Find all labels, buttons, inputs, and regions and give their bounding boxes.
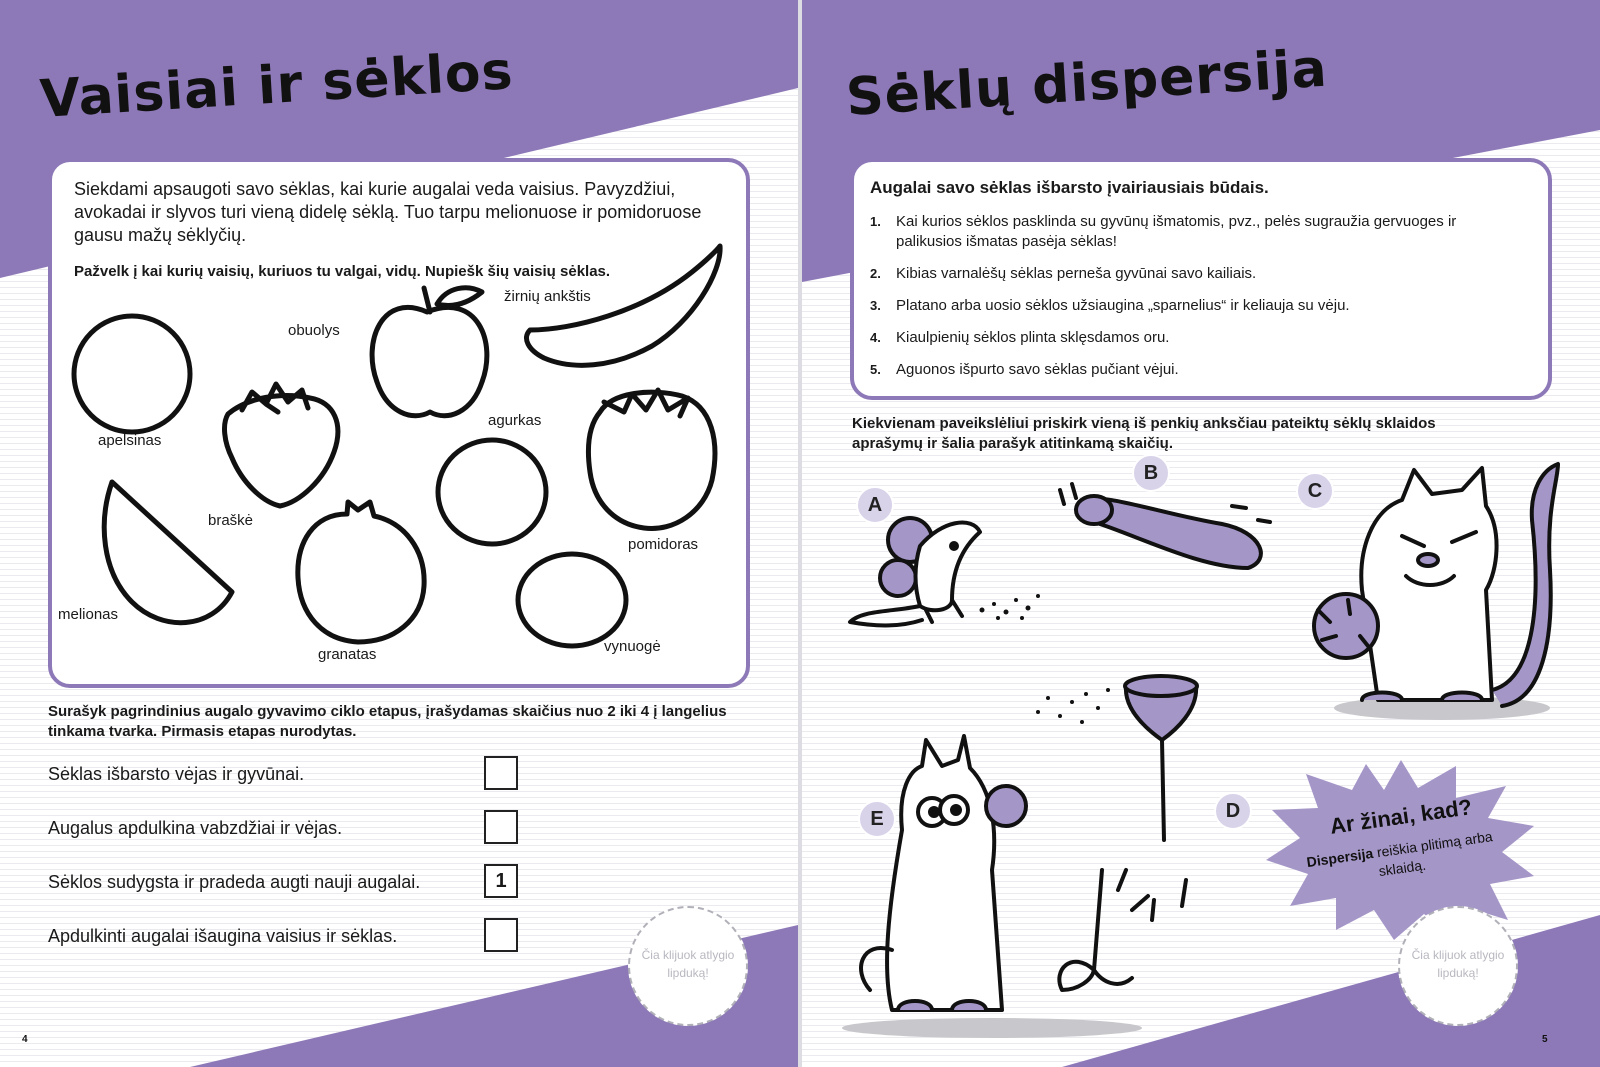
fact-title: Ar žinai, kad? [1328,794,1474,839]
poppy-illustration [1036,676,1197,840]
lifecycle-task: Surašyk pagrindinius augalo gyvavimo ciklo etapus, įrašydamas skaičius nuo 2 iki 4 į langelius tinkama tvarka. Pirmasis etapas nurodytas. [48,703,727,740]
label-vynuoge: vynuogė [604,638,661,655]
stage-answer-box[interactable] [484,756,518,790]
cat-burr-illustration [1314,464,1558,720]
picture-label-d: D [1214,792,1252,830]
stage-text: Augalus apdulkina vabzdžiai ir vėjas. [48,818,343,838]
orange-outline [74,316,190,432]
way-text: Kibias varnalėšų sėklas perneša gyvūnai savo kailiais. [896,265,1257,282]
page-number: 4 [22,1034,28,1045]
label-zirniu-anksis: žirnių ankštis [504,288,591,305]
page-number: 5 [1542,1034,1548,1045]
lifecycle-row [48,810,518,846]
fact-starburst [1266,760,1536,940]
left-page [0,0,798,1067]
ways-list [870,212,1520,392]
fruit-card [48,158,750,688]
stage-text: Sėklas išbarsto vėjas ir gyvūnai. [48,764,305,784]
stage-text: Sėklos sudygsta ir pradeda augti nauji augalai. [48,872,421,892]
picture-label-e: E [858,800,896,838]
label-agurkas: agurkas [488,412,542,429]
label-melionas: melionas [58,606,119,623]
picture-label-c: C [1296,472,1334,510]
way-text: Platano arba uosio sėklos užsiaugina „sparnelius“ ir keliauja su vėju. [896,297,1350,314]
way-number: 4. [870,330,881,345]
way-text: Aguonos išpurto savo sėklas pučiant vėjui. [896,361,1179,378]
fact-term: Dispersija [1305,844,1375,871]
label-apelsinas: apelsinas [98,432,162,449]
melon-slice-outline [104,482,232,623]
cucumber-slice-outline [438,440,546,544]
label-pomidoras: pomidoras [628,536,699,553]
ways-title: Augalai savo sėklas išbarsto įvairiausiais būdais. [870,178,1269,197]
drawing-task: Pažvelk į kai kurių vaisių, kuriuos tu valgai, vidų. Nupiešk šių vaisių sėklas. [74,263,611,280]
page-title: Sėklų dispersija [844,38,1330,128]
way-number: 5. [870,362,881,377]
way-item [870,328,1520,348]
dog-dandelion-illustration [842,736,1186,1038]
picture-label-b: B [1132,454,1170,492]
droppings-dots [980,594,1041,620]
apple-stem [424,288,430,312]
stage-answer-box[interactable] [484,810,518,844]
pomegranate-outline [298,502,424,642]
label-obuolys: obuolys [288,322,340,339]
way-item [870,296,1520,316]
way-text: Kai kurios sėklos pasklinda su gyvūnų išmatomis, pvz., pelės sugraužia gervuoges ir palikusios išmatas pasėja sėklas! [896,213,1457,250]
way-number: 2. [870,266,881,281]
way-item [870,212,1520,252]
apple-leaf [437,288,482,306]
sticker-spot[interactable]: Čia klijuok atlygio lipduką! [628,906,748,1026]
way-text: Kiaulpienių sėklos plinta sklęsdamos oru. [896,329,1170,346]
apple-outline [372,307,487,415]
dispersal-ways-card [850,158,1552,400]
tomato-outline [588,392,714,528]
grape-outline [518,554,626,646]
way-item [870,360,1520,380]
winged-seed-illustration [1060,484,1270,568]
fact-definition: reiškia plitimą arba sklaidą. [1371,828,1494,880]
label-granatas: granatas [318,646,377,663]
picture-label-a: A [856,486,894,524]
lifecycle-row [48,756,518,792]
label-braske: braškė [208,512,254,529]
fruit-outlines[interactable] [52,162,746,684]
stage-answer-box[interactable] [484,918,518,952]
page-title: Vaisiai ir sėklos [38,41,516,130]
stage-text: Apdulkinti augalai išaugina vaisius ir sėklas. [48,926,398,946]
matching-task: Kiekvienam paveikslėliui priskirk vieną iš penkių anksčiau pateiktų sėklų sklaidos aprašymų ir šalia parašyk atitinkamą skaičių. [852,415,1436,452]
intro-text: Siekdami apsaugoti savo sėklas, kai kurie augalai veda vaisius. Pavyzdžiui, avokadai ir slyvos turi vieną didelę sėklą. Tuo tarpu melionuose ir pomidoruose gausu mažų sėklyčių. [74,179,702,245]
way-number: 1. [870,214,881,229]
lifecycle-row [48,918,518,954]
stage-answer-box[interactable]: 1 [484,864,518,898]
mouse-illustration [850,518,980,626]
sticker-spot[interactable]: Čia klijuok atlygio lipduką! [1398,906,1518,1026]
way-item [870,264,1520,284]
way-number: 3. [870,298,881,313]
pea-pod-outline [526,246,720,365]
right-page [802,0,1600,1067]
lifecycle-row [48,864,518,900]
